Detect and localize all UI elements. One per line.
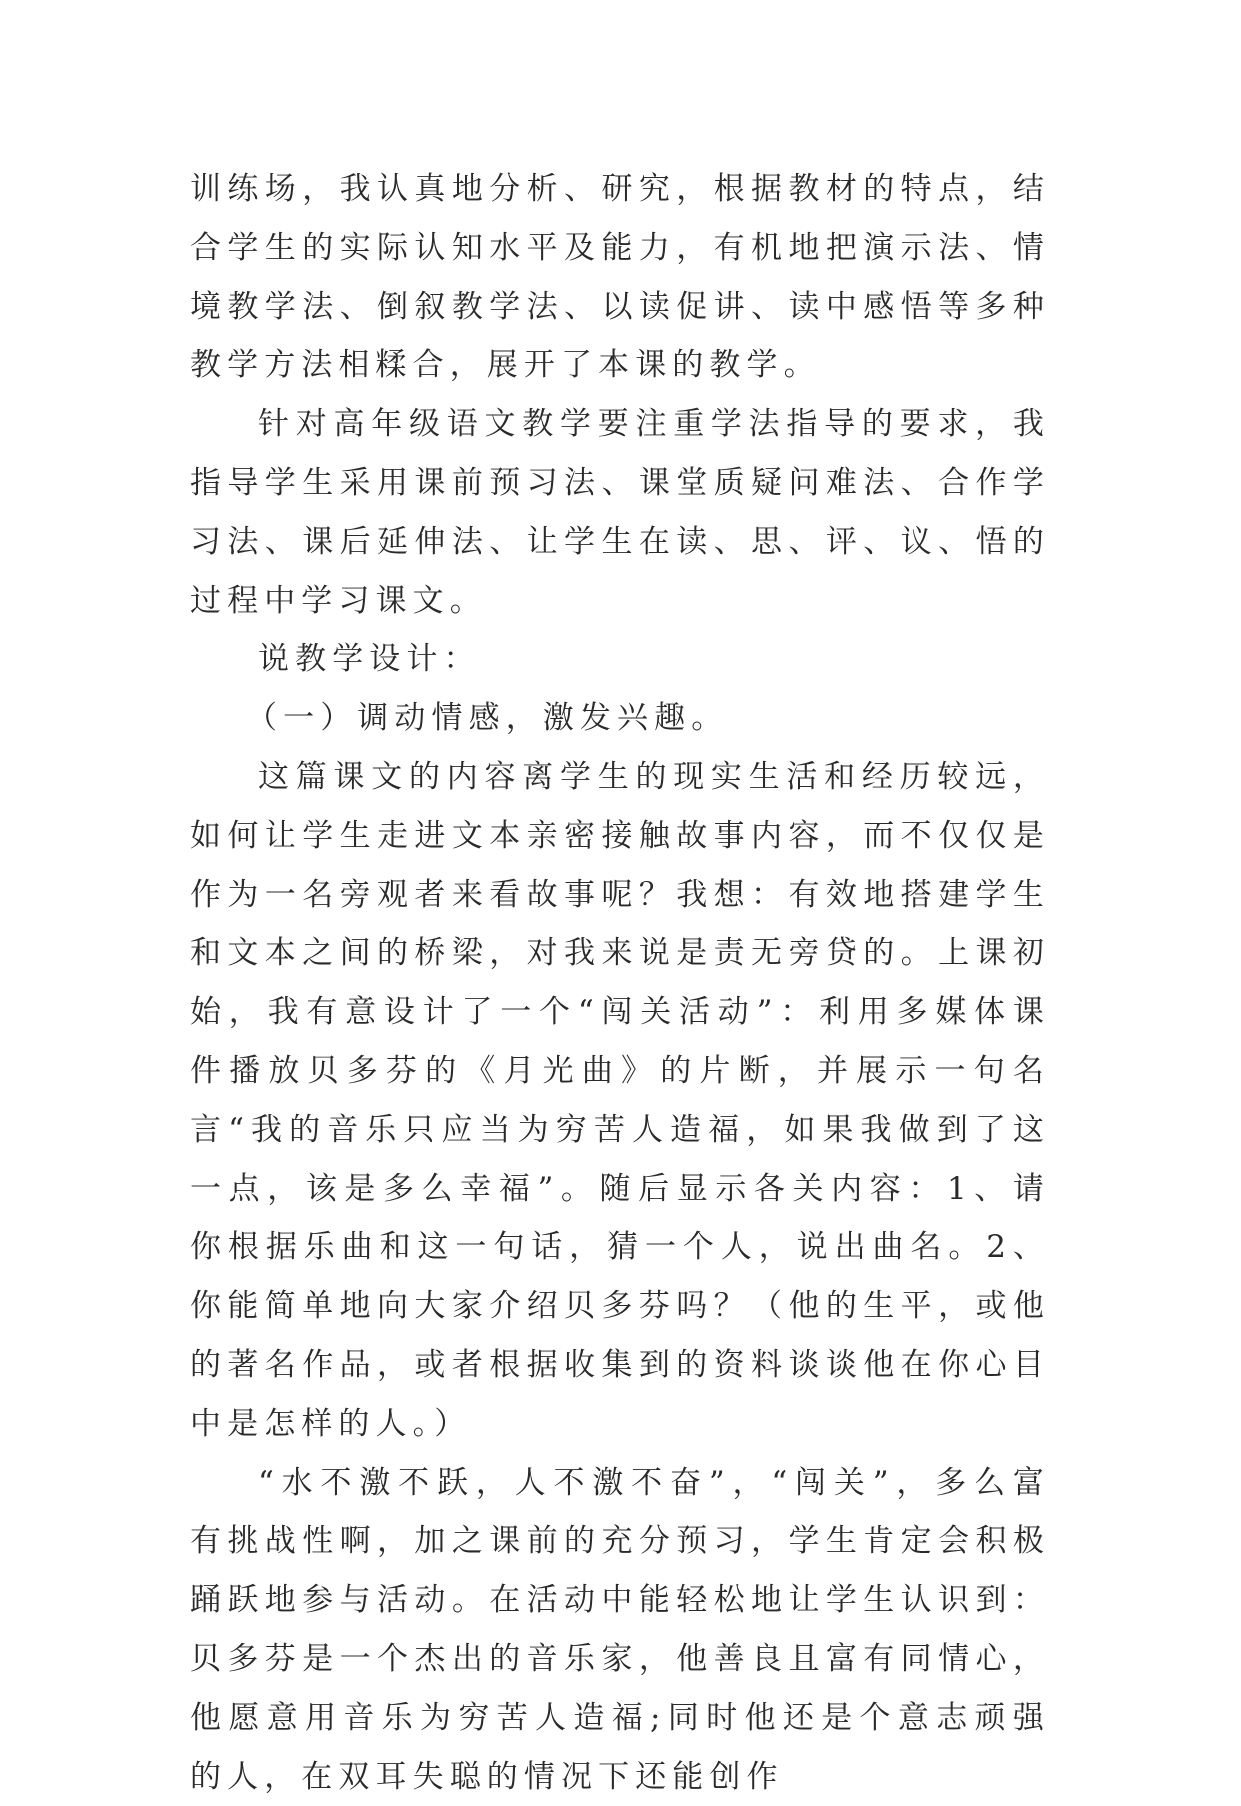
- paragraph-lesson-intro: 这篇课文的内容离学生的现实生活和经历较远，如何让学生走进文本亲密接触故事内容，而不仅仅是作为一名旁观者来看故事呢？我想：有效地搭建学生和文本之间的桥梁，对我来说是责无旁贷的。上课初始，我有意设计了一个“闯关活动”：利用多媒体课件播放贝多芬的《月光曲》的片断，并展示一句名言“我的音乐只应当为穷苦人造福，如果我做到了这一点，该是多么幸福”。随后显示各关内容：1、请你根据乐曲和这一句话，猜一个人，说出曲名。2、你能简单地向大家介绍贝多芬吗？（他的生平，或他的著名作品，或者根据收集到的资料谈谈他在你心目中是怎样的人。）: [190, 758, 1050, 1442]
- paragraph-section-one-heading: （一）调动情感，激发兴趣。: [246, 700, 729, 737]
- paragraph-study-methods: 针对高年级语文教学要注重学法指导的要求，我指导学生采用课前预习法、课堂质疑问难法、合作学习法、课后延伸法、让学生在读、思、评、议、悟的过程中学习课文。: [190, 406, 1050, 619]
- paragraph-activity-effect: “水不激不跃，人不激不奋”，“闯关”，多么富有挑战性啊，加之课前的充分预习，学生肯定会积极踊跃地参与活动。在活动中能轻松地让学生认识到：贝多芬是一个杰出的音乐家，他善良且富有同情心，他愿意用音乐为穷苦人造福;同时他还是个意志顽强的人，在双耳失聪的情况下还能创作: [190, 1464, 1050, 1795]
- document-body: [190, 160, 1050, 1806]
- paragraph-teaching-design-heading: 说教学设计：: [258, 641, 481, 678]
- paragraph-training-methods: 训练场，我认真地分析、研究，根据教材的特点，结合学生的实际认知水平及能力，有机地把演示法、情境教学法、倒叙教学法、以读促讲、读中感悟等多种教学方法相糅合，展开了本课的教学。: [190, 171, 1050, 384]
